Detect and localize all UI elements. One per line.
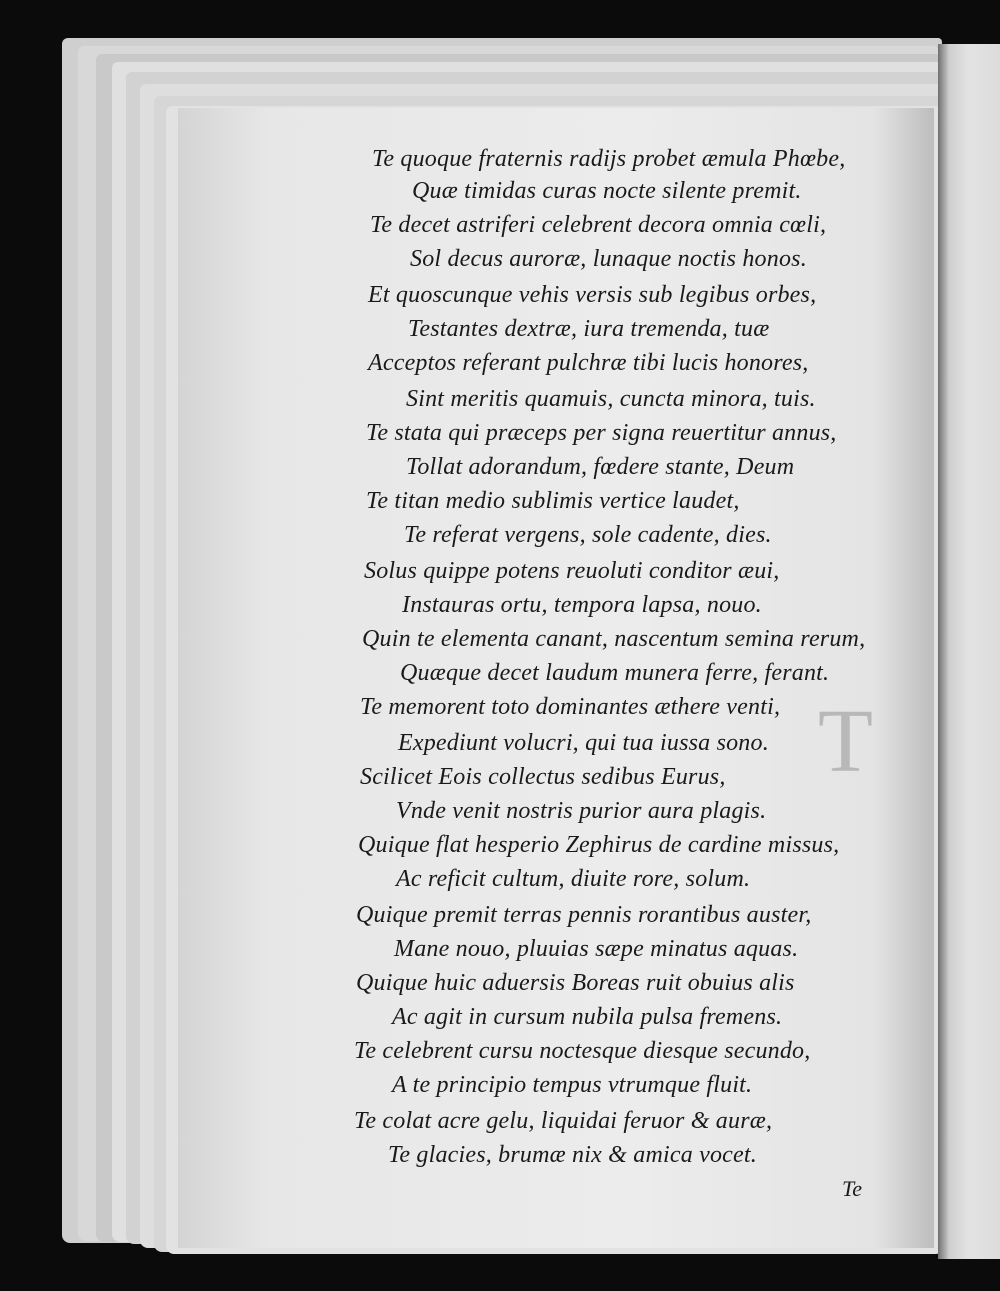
verse-line: Solus quippe potens reuoluti conditor æui,: [364, 558, 780, 584]
verse-line: Et quoscunque vehis versis sub legibus orbes,: [368, 282, 817, 308]
verse-line: Scilicet Eois collectus sedibus Eurus,: [360, 764, 726, 790]
verse-line: Instauras ortu, tempora lapsa, nouo.: [402, 592, 762, 618]
verse-line: Te stata qui præceps per signa reuertitur annus,: [366, 420, 837, 446]
verse-line: Quin te elementa canant, nascentum semina rerum,: [362, 626, 866, 652]
verse-line: Quique flat hesperio Zephirus de cardine missus,: [358, 832, 840, 858]
verse-line: Te quoque fraternis radijs probet æmula Phœbe,: [372, 146, 846, 172]
verse-line: Expediunt volucri, qui tua iussa sono.: [398, 730, 769, 756]
verse-line: Te decet astriferi celebrent decora omnia cœli,: [370, 212, 827, 238]
verse-line: Quique huic aduersis Boreas ruit obuius alis: [356, 970, 795, 996]
verse-line: Mane nouo, pluuias sæpe minatus aquas.: [394, 936, 799, 962]
verse-line: Te colat acre gelu, liquidai feruor & auræ,: [354, 1108, 773, 1134]
verse-line: Te glacies, brumæ nix & amica vocet.: [388, 1142, 757, 1168]
verse-line: Ac reficit cultum, diuite rore, solum.: [396, 866, 751, 892]
verse-line: Te celebrent cursu noctesque diesque secundo,: [354, 1038, 811, 1064]
verse-line: Quique premit terras pennis rorantibus auster,: [356, 902, 812, 928]
verse-line: Te referat vergens, sole cadente, dies.: [404, 522, 772, 548]
verse-line: Sol decus auroræ, lunaque noctis honos.: [410, 246, 807, 272]
verse-line: Te titan medio sublimis vertice laudet,: [366, 488, 740, 514]
catchword: Te: [842, 1176, 862, 1201]
verse-line: Vnde venit nostris purior aura plagis.: [396, 798, 767, 824]
verse-line: Testantes dextræ, iura tremenda, tuæ: [408, 316, 770, 342]
verse-line: Acceptos referant pulchræ tibi lucis honores,: [368, 350, 809, 376]
verse-line: Quæ timidas curas nocte silente premit.: [412, 178, 802, 204]
show-through-initial: T: [818, 692, 873, 791]
verse-line: Tollat adorandum, fœdere stante, Deum: [406, 454, 795, 480]
verse-line: A te principio tempus vtrumque fluit.: [392, 1072, 753, 1098]
verse-line: Sint meritis quamuis, cuncta minora, tuis.: [406, 386, 816, 412]
verse-line: Quæque decet laudum munera ferre, ferant.: [400, 660, 830, 686]
verse-line: Te memorent toto dominantes æthere venti,: [360, 694, 781, 720]
verse-line: Ac agit in cursum nubila pulsa fremens.: [392, 1004, 783, 1030]
